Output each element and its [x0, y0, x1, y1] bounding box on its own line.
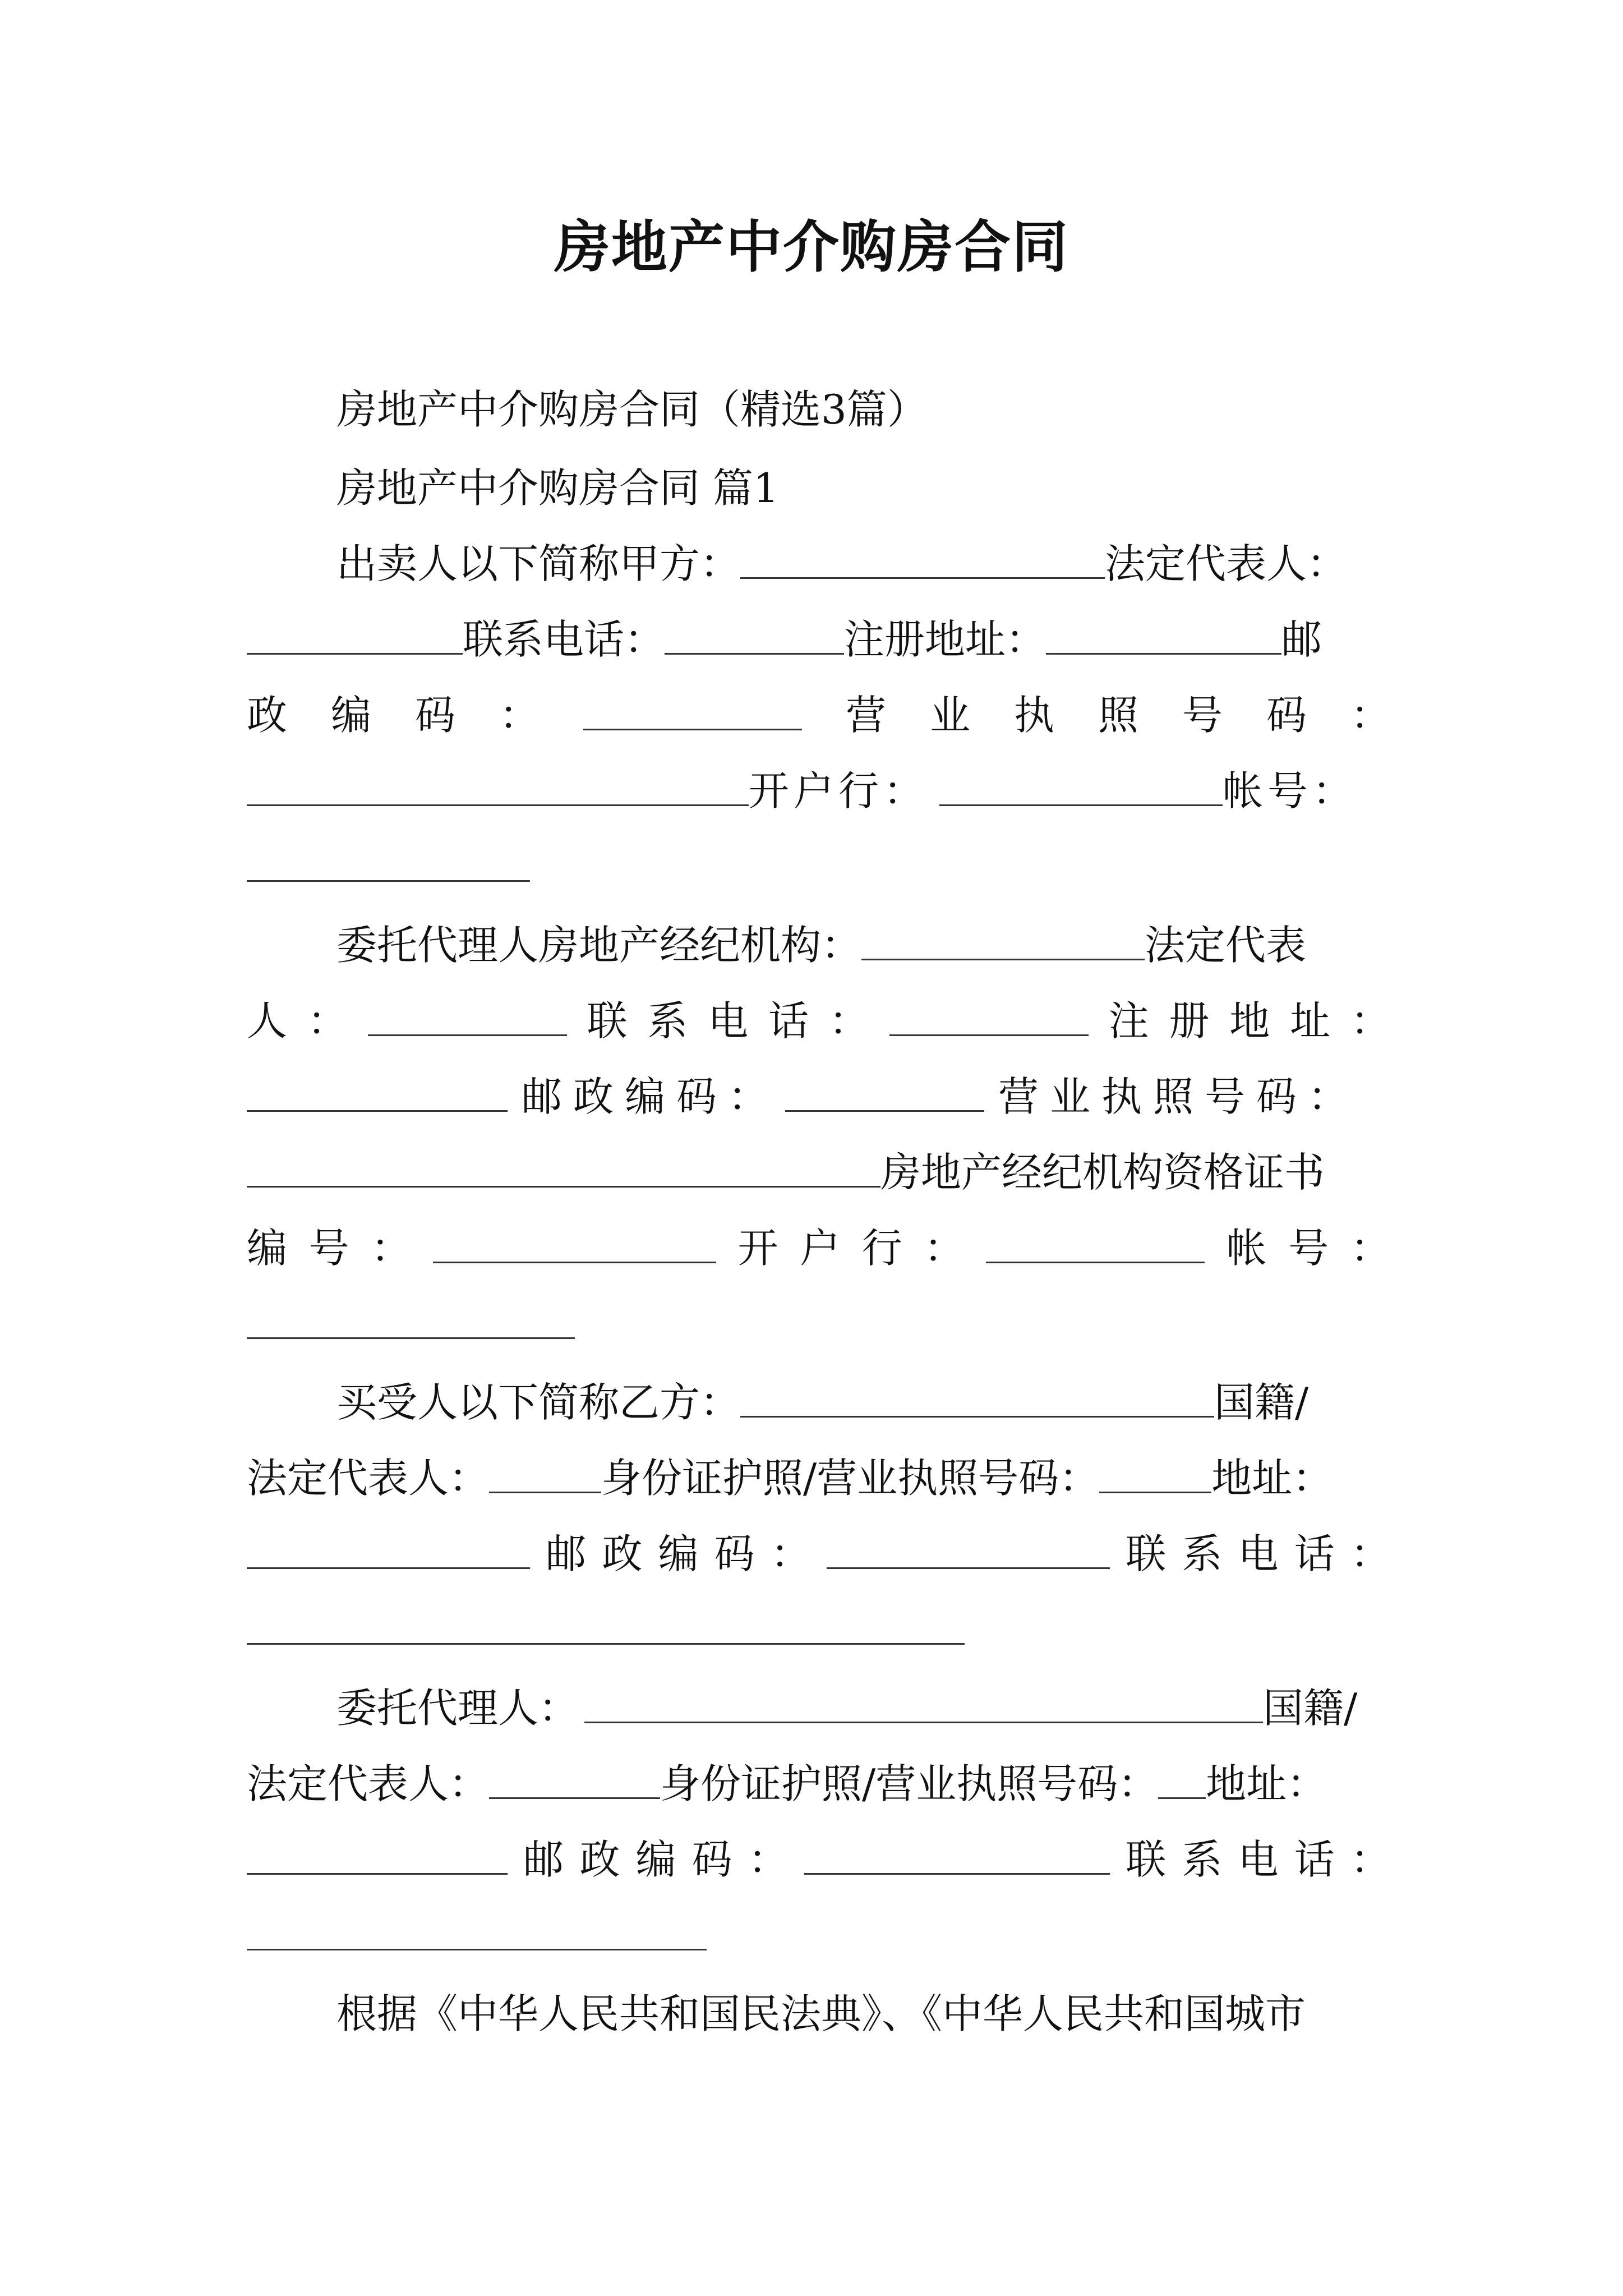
agent-line-4: 房地产经纪机构资格证书	[247, 1142, 1391, 1203]
agent-line-6	[247, 1293, 1391, 1355]
basis-paragraph: 根据《中华人民共和国民法典》、《中华人民共和国城市	[336, 1990, 1306, 2037]
seller-line-2: 联系电话： 注册地址： 邮	[247, 609, 1391, 670]
blank-field	[368, 1034, 567, 1036]
blank-field	[939, 804, 1223, 806]
seller-line-4: 开户行： 帐号：	[247, 760, 1391, 822]
blank-field	[247, 1949, 707, 1950]
blank-field	[247, 1337, 575, 1339]
seller-line-5	[247, 836, 1391, 898]
blank-field	[433, 1262, 716, 1263]
blank-field	[584, 1722, 1263, 1723]
blank-field	[986, 1262, 1205, 1263]
blank-field	[247, 804, 749, 806]
buyer-agent-line-2: 法定代表人： 身份证护照/营业执照号码： 地址：	[247, 1760, 1327, 1807]
seller-line-3: 政 编 码 ： 营 业 执 照 号 码 ：	[247, 692, 1391, 739]
part-heading: 房地产中介购房合同 篇1	[336, 464, 779, 512]
document-title: 房地产中介购房合同	[554, 214, 1069, 280]
blank-field	[583, 729, 802, 730]
agent-line-3: 邮政编码： 营业执照号码：	[247, 1066, 1391, 1128]
blank-field	[785, 1110, 984, 1112]
blank-field	[889, 1034, 1089, 1036]
blank-field	[740, 577, 1105, 579]
blank-field	[247, 1643, 965, 1645]
blank-field	[489, 1492, 601, 1493]
agent-line-5: 编 号 ： 开 户 行 ： 帐 号 ：	[247, 1225, 1391, 1272]
buyer-agent-line-4	[247, 1904, 1391, 1966]
buyer-line-4	[247, 1599, 1391, 1660]
blank-field	[740, 1416, 1214, 1418]
agent-line-2: 人 ： 联 系 电 话 ： 注 册 地 址 ：	[247, 997, 1391, 1045]
blank-field	[247, 653, 463, 655]
blank-field	[247, 1110, 508, 1112]
blank-field	[1099, 1492, 1211, 1493]
buyer-line-2: 法定代表人： 身份证护照/营业执照号码： 地址：	[247, 1455, 1333, 1502]
blank-field	[861, 959, 1145, 960]
blank-field	[827, 1567, 1110, 1569]
buyer-agent-line-1: 委托代理人： 国籍/	[336, 1685, 1358, 1732]
blank-field	[247, 880, 530, 882]
agent-line-1: 委托代理人房地产经纪机构： 法定代表	[336, 922, 1307, 969]
blank-field	[247, 1186, 880, 1188]
blank-field	[1046, 653, 1281, 655]
blank-field	[247, 1873, 508, 1875]
blank-field	[489, 1797, 660, 1799]
blank-field	[804, 1873, 1110, 1875]
subtitle: 房地产中介购房合同（精选3篇）	[336, 386, 928, 433]
blank-field	[1158, 1797, 1206, 1799]
buyer-line-1: 买受人以下简称乙方： 国籍/	[336, 1379, 1309, 1426]
buyer-line-3: 邮 政 编 码 ： 联 系 电 话 ：	[247, 1523, 1391, 1585]
blank-field	[665, 653, 844, 655]
blank-field	[247, 1567, 530, 1569]
buyer-agent-line-3: 邮 政 编 码 ： 联 系 电 话 ：	[247, 1829, 1391, 1890]
seller-line-1: 出卖人以下简称甲方： 法定代表人：	[336, 540, 1348, 587]
